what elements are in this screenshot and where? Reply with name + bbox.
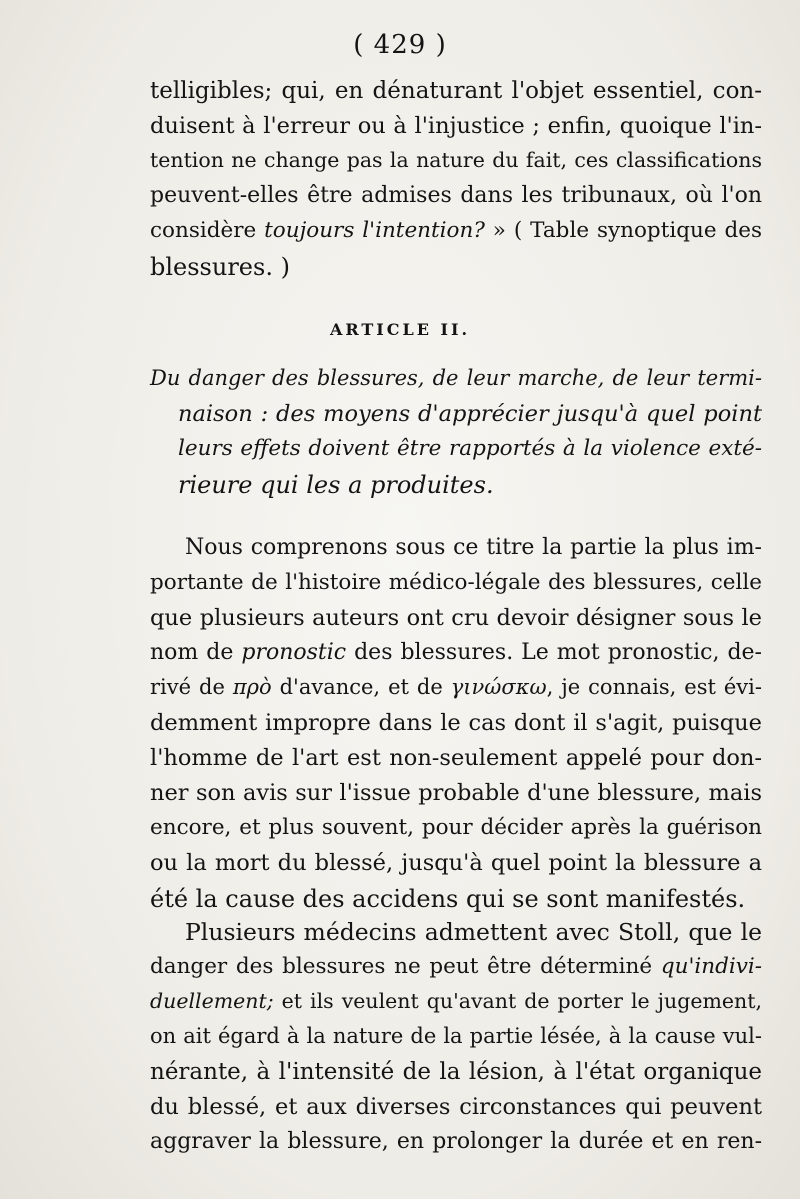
italic-text: pronostic [241,640,347,665]
text-line: l'homme de l'art est non-seulement appelé pour don- [150,745,762,771]
text-line: ner son avis sur l'issue probable d'une blessure, mais [150,780,762,806]
article-heading: ARTICLE II. [329,320,471,339]
text-line: on ait égard à la nature de la partie lésée, à la cause vul- [150,1024,762,1048]
text-line: peuvent-elles être admises dans les tribunaux, où l'on [150,183,762,208]
greek-word: γινώσκω [450,675,547,699]
text-line: aggraver la blessure, en prolonger la durée et en ren- [150,1129,762,1154]
greek-word: πρὸ [232,675,272,699]
subtitle-line: Du danger des blessures, de leur marche, de leur termi- [150,366,762,390]
italic-text: toujours l'intention? [264,218,485,243]
page-number: ( 429 ) [353,30,447,60]
subtitle-line: rieure qui les a produites. [178,471,494,499]
text-line: du blessé, et aux diverses circonstances qui peuvent [150,1094,762,1120]
italic-text: qu'indivi- [660,954,762,979]
text-line: telligibles; qui, en dénaturant l'objet essentiel, con- [150,78,762,104]
text-line: demment impropre dans le cas dont il s'agit, puisque [150,710,762,736]
text-line: nérante, à l'intensité de la lésion, à l'état organique [150,1059,762,1085]
text-line: duellement; et ils veulent qu'avant de porter le jugement, [150,989,762,1013]
text-line: considère toujours l'intention? » ( Table synoptique des [150,218,762,243]
text-line: portante de l'histoire médico-légale des blessures, celle [150,570,762,595]
text-line: Nous comprenons sous ce titre la partie la plus im- [185,535,762,560]
italic-text: duellement; [150,989,274,1013]
text-line: tention ne change pas la nature du fait, ces classifications [150,148,762,172]
text-line: été la cause des accidens qui se sont manifestés. [150,885,746,913]
subtitle-line: naison : des moyens d'apprécier jusqu'à quel point [178,401,762,427]
text-line: blessures. ) [150,253,290,281]
text-line: encore, et plus souvent, pour décider après la guérison [150,815,762,840]
text-line: Plusieurs médecins admettent avec Stoll, que le [185,918,762,946]
text-line: ou la mort du blessé, jusqu'à quel point la blessure a [150,850,762,876]
text-line: duisent à l'erreur ou à l'injustice ; enfin, quoique l'in- [150,113,762,139]
text-line: que plusieurs auteurs ont cru devoir désigner sous le [150,605,762,631]
text-line: nom de pronostic des blessures. Le mot pronostic, de- [150,640,762,665]
text-line: danger des blessures ne peut être déterminé qu'indivi- [150,954,762,979]
subtitle-line: leurs effets doivent être rapportés à la violence exté- [178,436,762,461]
text-line: rivé de πρὸ d'avance, et de γινώσκω, je connais, est évi- [150,675,762,699]
